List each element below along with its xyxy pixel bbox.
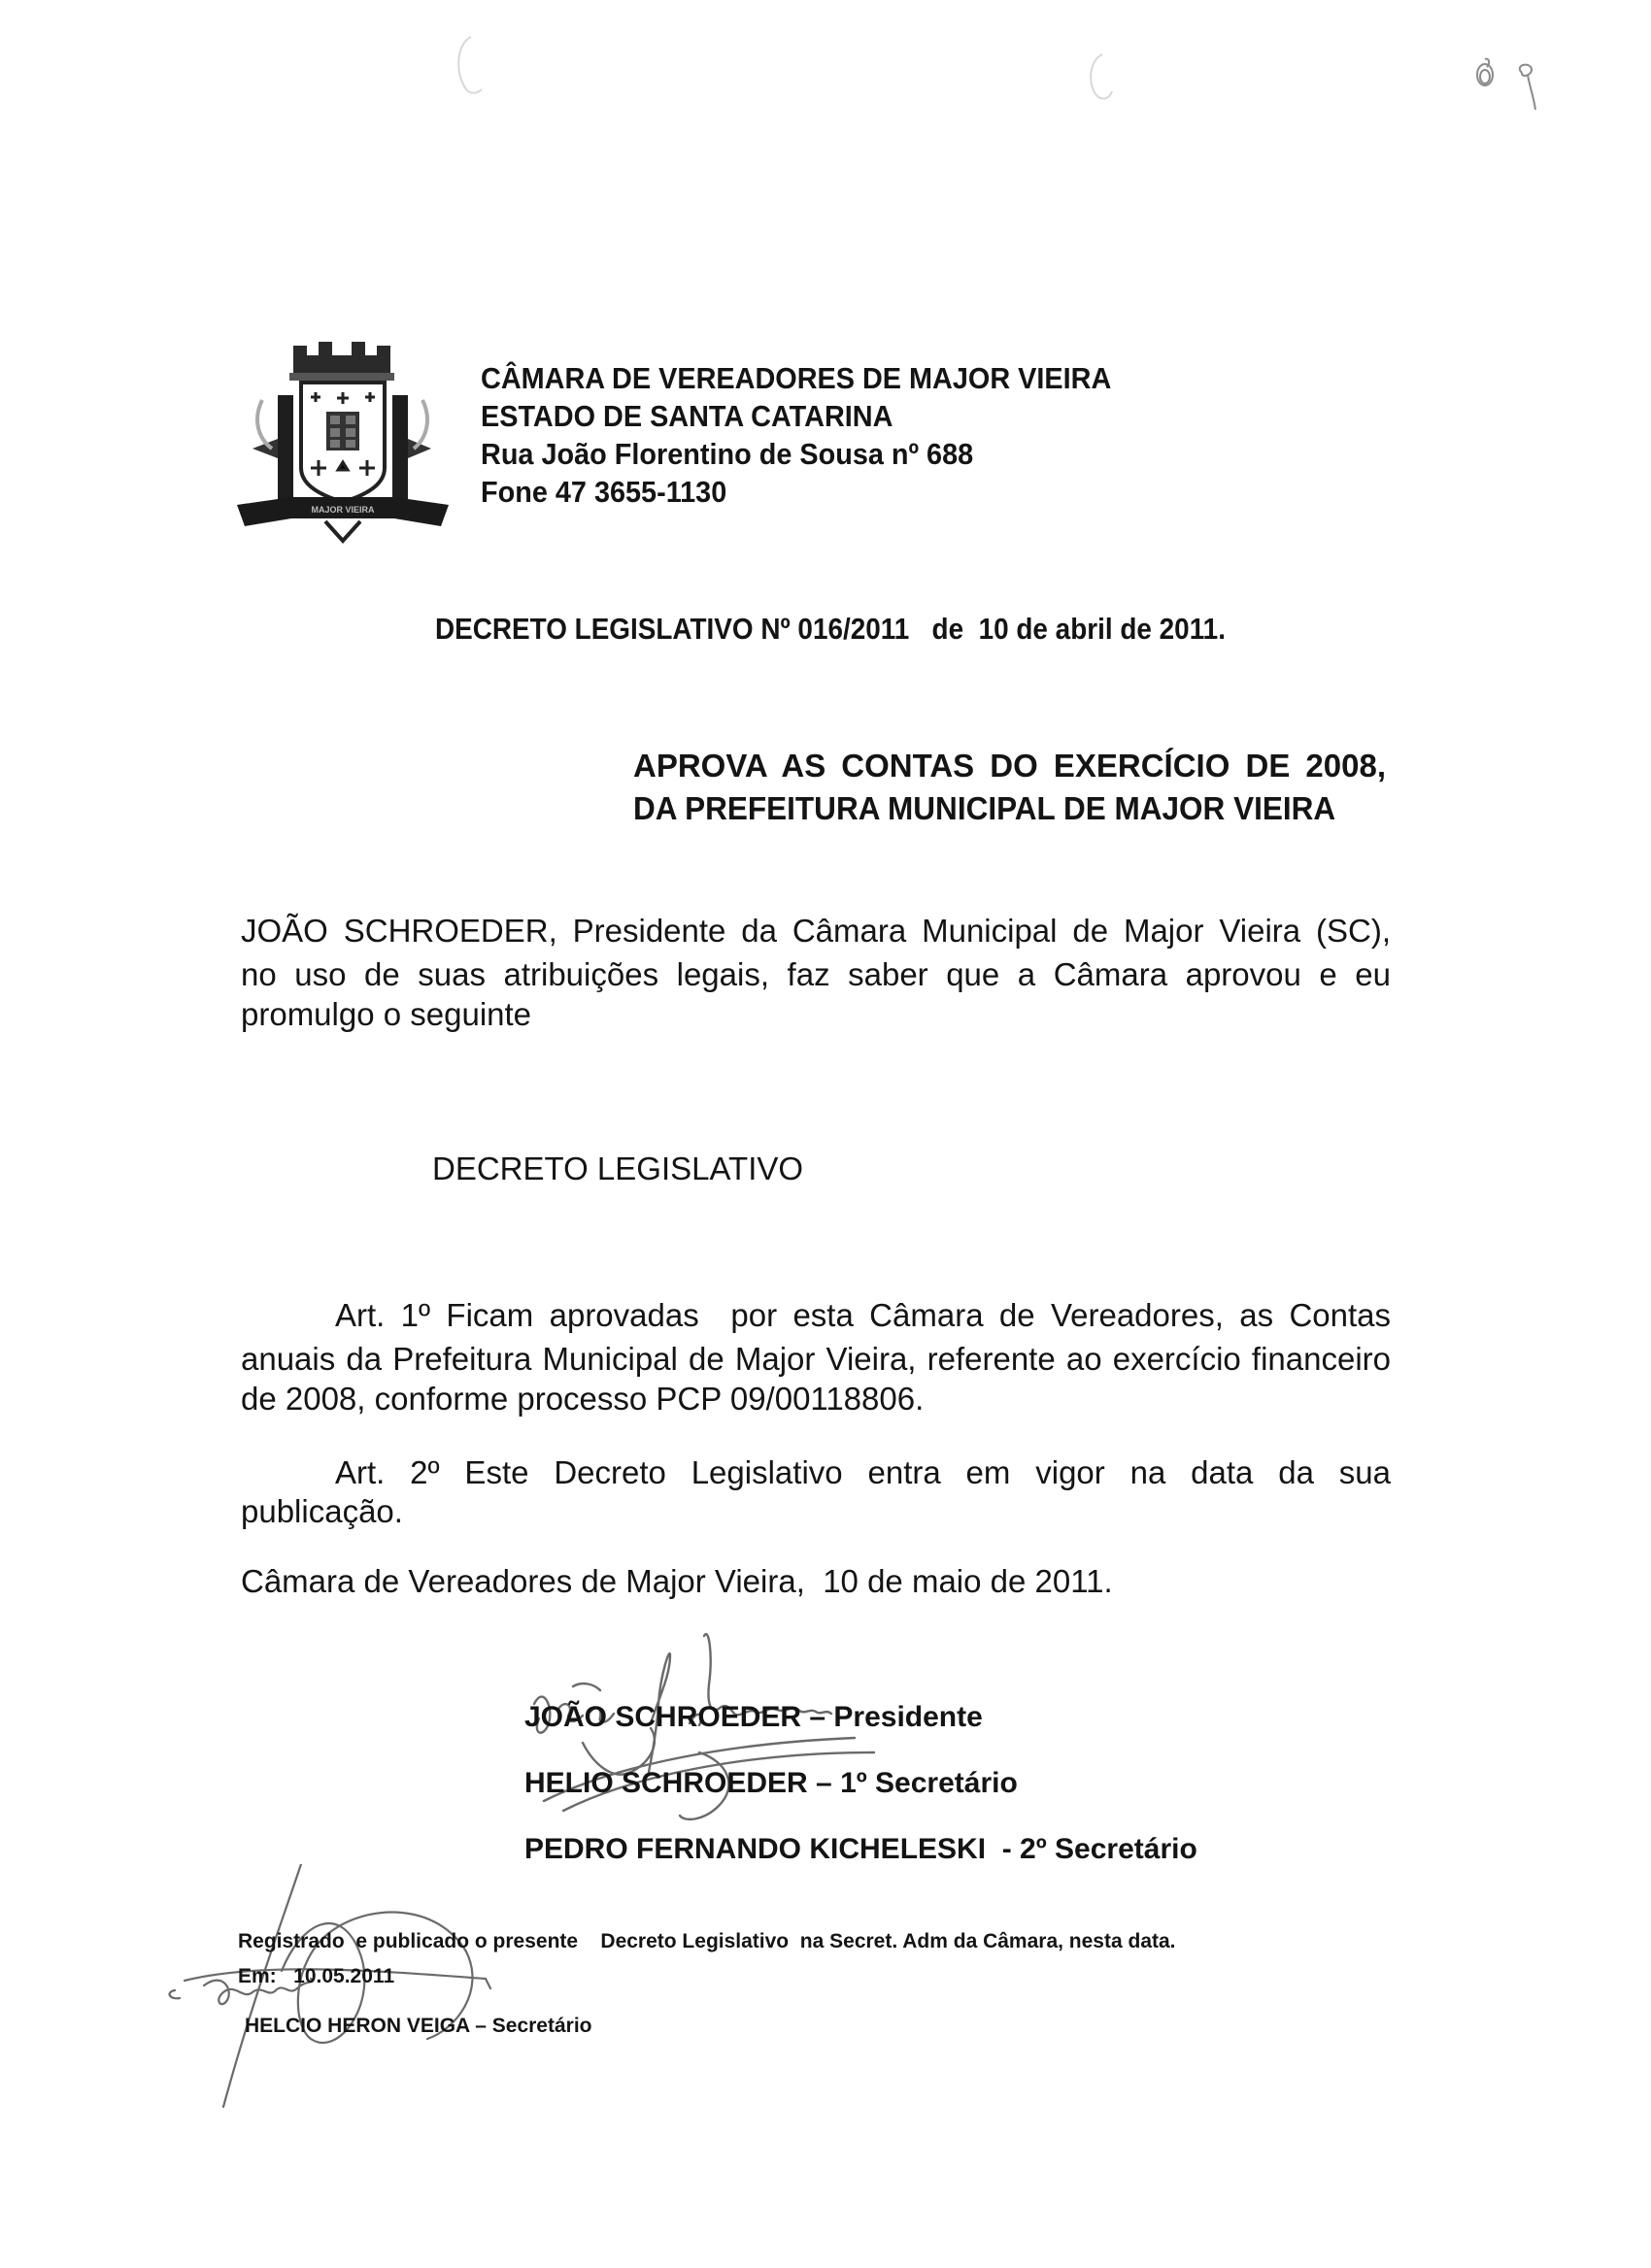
state-name: ESTADO DE SANTA CATARINA — [481, 399, 893, 433]
institution-name: CÂMARA DE VEREADORES DE MAJOR VIEIRA — [481, 361, 1112, 395]
registration-statement: Registrado e publicado o presente Decreto Legislativo na Secret. Adm da Câmara, nesta data. — [238, 1930, 1176, 1952]
decree-number: DECRETO LEGISLATIVO Nº 016/2011 — [435, 612, 910, 646]
article-2-line-1: Art. 2º Este Decreto Legislativo entra em vigor na data da sua — [335, 1454, 1391, 1490]
article-1-line-2: anuais da Prefeitura Municipal de Major Vieira, referente ao exercício financeiro — [241, 1341, 1391, 1377]
address: Rua João Florentino de Sousa nº 688 — [481, 437, 974, 471]
signatory-name: HELIO SCHROEDER — [524, 1767, 808, 1799]
place-and-date: Câmara de Vereadores de Major Vieira, 10 de maio de 2011. — [241, 1563, 1113, 1599]
municipal-crest-logo — [233, 342, 452, 546]
punch-hole-shadow — [447, 29, 495, 107]
punch-hole-shadow — [1073, 49, 1122, 107]
signatory-role: – Presidente — [809, 1701, 983, 1733]
secretary-signature — [165, 1864, 670, 2117]
preamble-line-2: no uso de suas atribuições legais, faz saber que a Câmara aprovou e eu — [241, 956, 1391, 992]
registration-secretary: HELCIO HERON VEIGA – Secretário — [245, 2015, 592, 2037]
signatory-name: PEDRO FERNANDO KICHELESKI — [524, 1833, 987, 1865]
phone-number: Fone 47 3655-1130 — [481, 475, 727, 509]
article-1-line-3: de 2008, conforme processo PCP 09/00118806. — [241, 1381, 925, 1417]
decree-number-line — [435, 612, 1313, 647]
president-signature — [505, 1617, 1010, 1869]
signatory-role: – 1º Secretário — [816, 1767, 1018, 1799]
preamble-line-3: promulgo o seguinte — [241, 996, 532, 1032]
signatory-role: - 2º Secretário — [994, 1833, 1197, 1865]
signatory-name: JOÃO SCHROEDER — [524, 1701, 802, 1733]
article-2-line-2: publicação. — [241, 1493, 403, 1529]
signatory-second-secretary — [524, 1833, 1197, 1866]
decree-title-line-1: APROVA AS CONTAS DO EXERCÍCIO DE 2008, — [633, 748, 1386, 784]
signatory-first-secretary — [524, 1767, 1018, 1800]
signatory-president — [524, 1701, 983, 1734]
svg-text:MAJOR VIEIRA: MAJOR VIEIRA — [311, 505, 375, 515]
article-1-line-1: Art. 1º Ficam aprovadas por esta Câmara de Vereadores, as Contas — [335, 1297, 1391, 1333]
section-heading: DECRETO LEGISLATIVO — [432, 1151, 804, 1186]
registration-date: Em: 10.05.2011 — [238, 1965, 395, 1987]
decree-title-line-2: DA PREFEITURA MUNICIPAL DE MAJOR VIEIRA — [633, 790, 1336, 826]
decree-date: de 10 de abril de 2011. — [931, 612, 1226, 646]
preamble-line-1: JOÃO SCHROEDER, Presidente da Câmara Municipal de Major Vieira (SC), — [241, 913, 1391, 949]
handwritten-page-number — [1471, 53, 1549, 121]
